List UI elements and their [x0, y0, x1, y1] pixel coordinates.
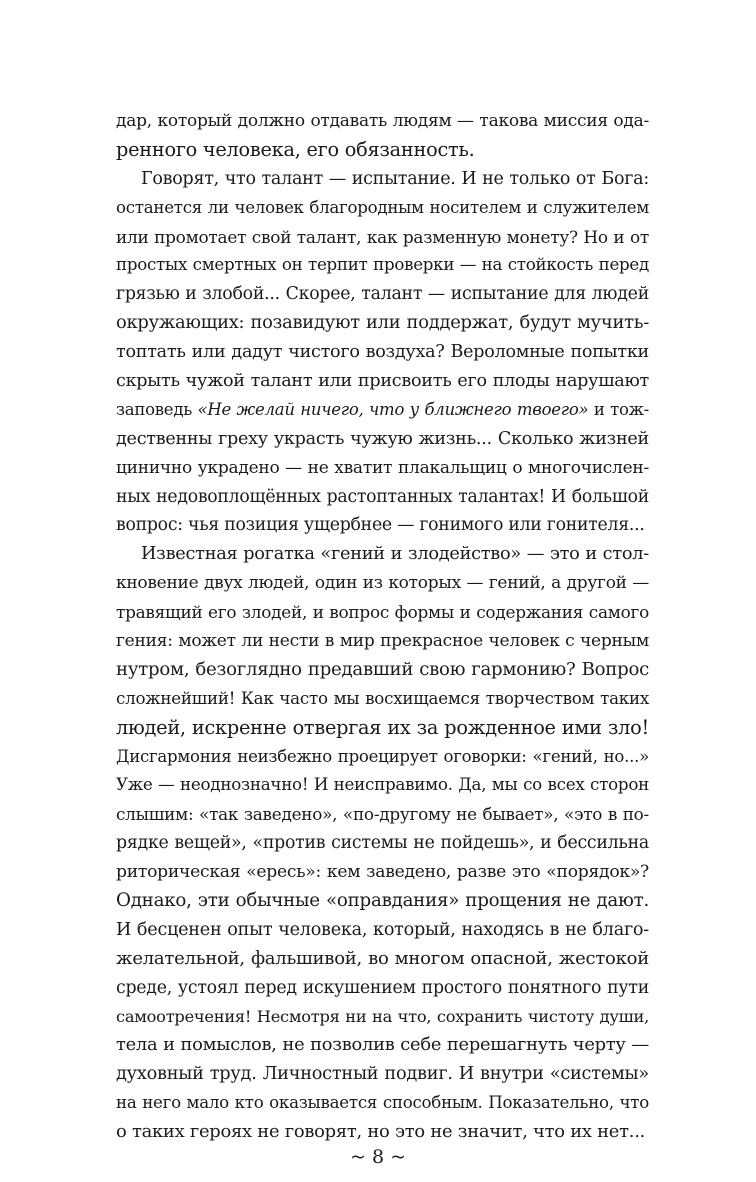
- text-line: Дисгармония неизбежно проецирует оговорки: «гений, но...»: [116, 746, 649, 766]
- text-line: на него мало кто оказывается способным. Показательно, что: [116, 1093, 649, 1113]
- text-line: или промотает свой талант, как разменную монету? Но и от: [116, 226, 649, 247]
- text-line-with-quote: [116, 395, 649, 425]
- text-line: грязью и злобой... Скорее, талант — испытание для людей: [116, 284, 649, 305]
- text-line: дар, который должно отдавать людям — такова миссия ода-: [116, 111, 649, 131]
- text-line: среде, устоял перед искушением простого понятного пути: [116, 977, 649, 998]
- text-line: Известная рогатка «гений и злодейство» — это и стол-: [141, 544, 649, 565]
- text-line: о таких героях не говорят, но это не значит, что их нет...: [116, 1121, 646, 1143]
- text-line: скрыть чужой талант или присвоить его плоды нарушают: [116, 371, 649, 391]
- text-fragment: и тож-: [588, 399, 649, 419]
- text-line: тела и помыслов, не позволив себе перешагнуть черту —: [116, 1034, 649, 1056]
- text-fragment: заповедь: [116, 399, 198, 419]
- text-line: гения: может ли нести в мир прекрасное человек с черным: [116, 631, 649, 651]
- text-line: цинично украдено — не хватит плакальщиц о многочислен-: [116, 457, 649, 478]
- text-line: Говорят, что талант — испытание. И не только от Бога:: [141, 168, 649, 189]
- text-line: простых смертных он терпит проверки — на стойкость перед: [116, 255, 649, 275]
- text-line: ных недовоплощённых растоптанных талантах! И большой: [116, 486, 649, 507]
- text-line: людей, искренне отвергая их за рожденное ими зло!: [116, 715, 649, 739]
- text-line: ренного человека, его обязанность.: [116, 137, 475, 161]
- text-line: Уже — неоднозначно! И неисправимо. Да, мы со всех сторон: [116, 775, 649, 795]
- text-line: слышим: «так заведено», «по-другому не бывает», «это в по-: [116, 804, 649, 825]
- text-line: желательной, фальшивой, во многом опасной, жестокой: [116, 947, 649, 969]
- text-line: И бесценен опыт человека, который, находясь в не благо-: [116, 919, 649, 940]
- text-line: Однако, эти обычные «оправдания» прощения не дают.: [116, 890, 649, 912]
- text-line: рядке вещей», «против системы не пойдешь», и бессильна: [116, 833, 649, 854]
- text-line: окружающих: позавидуют или поддержат, будут мучить-: [116, 312, 649, 334]
- text-line: риторическая «ересь»: кем заведено, разве это «порядок»?: [116, 862, 649, 883]
- text-line: кновение двух людей, один из которых — гений, а другой —: [116, 573, 649, 594]
- italic-quote: «Не желай ничего, что у ближнего твоего»: [197, 399, 589, 419]
- text-line: топтать или дадут чистого воздуха? Вероломные попытки: [116, 342, 649, 363]
- text-line: останется ли человек благородным носителем и служителем: [116, 197, 649, 217]
- text-line: дественны греху украсть чужую жизнь... Сколько жизней: [116, 428, 649, 449]
- text-line: нутром, безоглядно предавший свою гармонию? Вопрос: [116, 658, 649, 680]
- text-line: сложнейший! Как часто мы восхищаемся творчеством таких: [116, 688, 649, 708]
- text-line: вопрос: чья позиция ущербнее — гонимого или гонителя...: [116, 515, 645, 536]
- text-line: самоотречения! Несмотря ни на что, сохранить чистоту души,: [116, 1006, 649, 1026]
- text-line: травящий его злодей, и вопрос формы и содержания самого: [116, 602, 649, 623]
- text-line: духовный труд. Личностный подвиг. И внутри «системы»: [116, 1064, 649, 1085]
- page-number: ~ 8 ~: [349, 1146, 406, 1168]
